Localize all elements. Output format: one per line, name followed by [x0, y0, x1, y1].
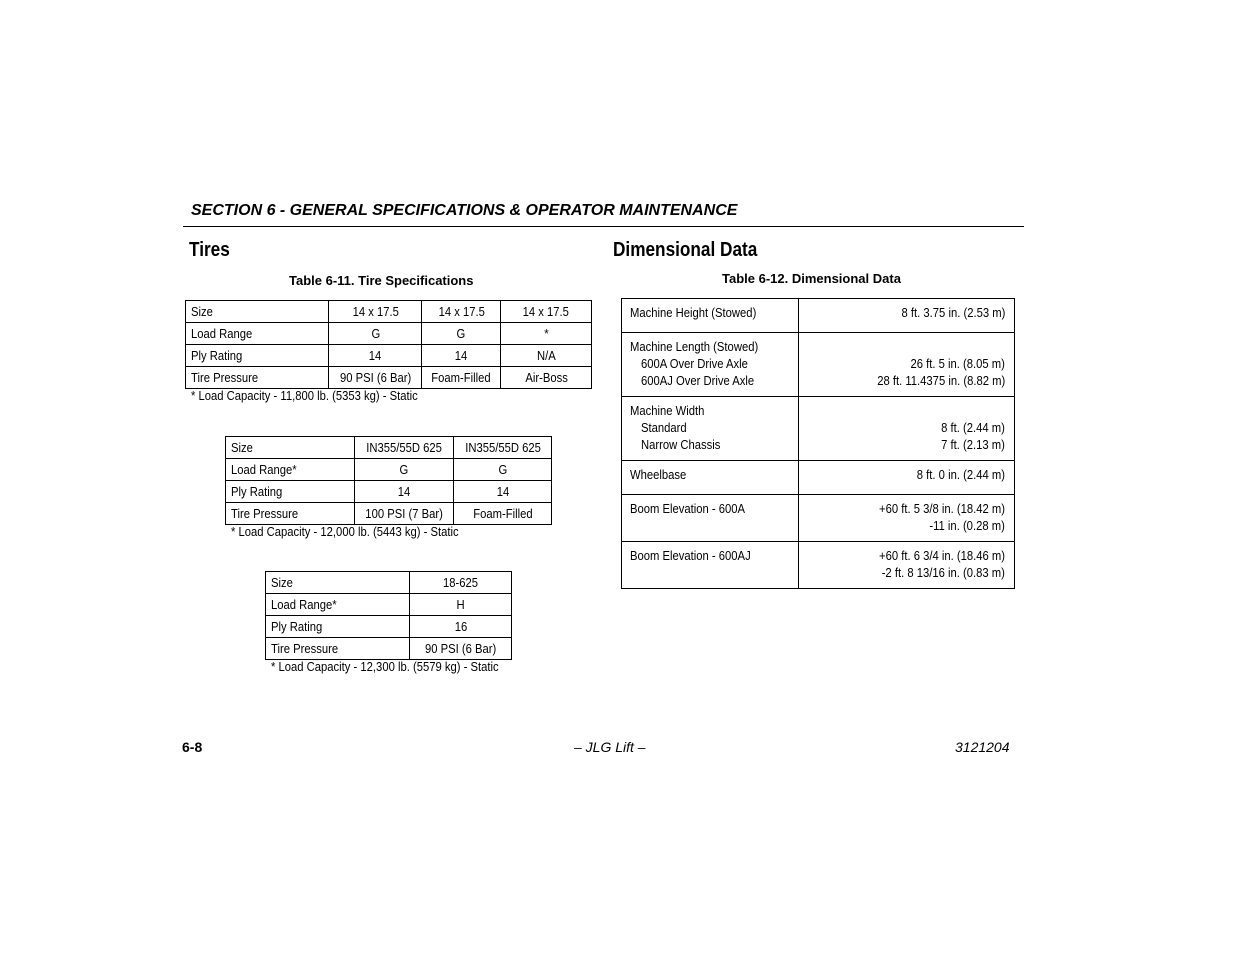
table-cell: H [410, 594, 512, 616]
table-cell: Foam-Filled [454, 503, 552, 525]
table-cell: 18-625 [410, 572, 512, 594]
table-cell-label: Boom Elevation - 600AJ [622, 542, 799, 589]
table-cell: G [329, 323, 422, 345]
table-cell: 14 x 17.5 [329, 301, 422, 323]
tire-spec-table-2 [225, 436, 552, 525]
table-cell: Ply Rating [186, 345, 329, 367]
table-row [226, 437, 552, 459]
table-row [266, 594, 512, 616]
table-cell: * [501, 323, 592, 345]
table-row [226, 481, 552, 503]
table-cell: Foam-Filled [422, 367, 501, 389]
table-row [186, 345, 592, 367]
table-row [266, 638, 512, 660]
table-cell-label: Machine Height (Stowed) [622, 299, 799, 333]
table-cell: Ply Rating [226, 481, 355, 503]
table-row [622, 461, 1015, 495]
table-cell-value: 26 ft. 5 in. (8.05 m) 28 ft. 11.4375 in. (8.82 m) [798, 333, 1014, 397]
table-cell: Size [186, 301, 329, 323]
table-cell: 14 x 17.5 [422, 301, 501, 323]
table-row [226, 503, 552, 525]
table-cell: IN355/55D 625 [355, 437, 454, 459]
table-cell: Size [266, 572, 410, 594]
table-cell-value: 8 ft. 3.75 in. (2.53 m) [798, 299, 1014, 333]
table-row [186, 323, 592, 345]
table-cell: 14 x 17.5 [501, 301, 592, 323]
dimensional-data-table [621, 298, 1015, 589]
table-cell: 14 [422, 345, 501, 367]
table-cell: Load Range* [266, 594, 410, 616]
table-row [622, 397, 1015, 461]
load-capacity-note-2: * Load Capacity - 12,000 lb. (5443 kg) - Static [231, 525, 459, 539]
table-row [226, 459, 552, 481]
table-cell: 90 PSI (6 Bar) [329, 367, 422, 389]
table-cell-value: 8 ft. (2.44 m) 7 ft. (2.13 m) [798, 397, 1014, 461]
table-cell: Ply Rating [266, 616, 410, 638]
table-cell-value: 8 ft. 0 in. (2.44 m) [798, 461, 1014, 495]
table-cell: 16 [410, 616, 512, 638]
table-cell: Tire Pressure [226, 503, 355, 525]
table-cell: N/A [501, 345, 592, 367]
tire-spec-table-1 [185, 300, 592, 389]
document-number: 3121204 [955, 739, 1010, 755]
tire-spec-table-3 [265, 571, 512, 660]
table-row [622, 495, 1015, 542]
table-cell-label: Wheelbase [622, 461, 799, 495]
table-cell: 14 [329, 345, 422, 367]
table-cell-label: Machine Width Standard Narrow Chassis [622, 397, 799, 461]
table-cell-label: Machine Length (Stowed) 600A Over Drive Axle 600AJ Over Drive Axle [622, 333, 799, 397]
table-cell: G [454, 459, 552, 481]
dimensional-data-heading: Dimensional Data [613, 239, 758, 261]
table-row [622, 333, 1015, 397]
header-rule [183, 226, 1024, 227]
table-row [622, 542, 1015, 589]
table-row [266, 616, 512, 638]
table-cell: IN355/55D 625 [454, 437, 552, 459]
table-cell-value: +60 ft. 5 3/8 in. (18.42 m) -11 in. (0.28 m) [798, 495, 1014, 542]
load-capacity-note-3: * Load Capacity - 12,300 lb. (5579 kg) - Static [271, 660, 499, 674]
tire-specs-caption: Table 6-11. Tire Specifications [289, 273, 474, 288]
table-row [186, 301, 592, 323]
table-cell: G [355, 459, 454, 481]
table-row [266, 572, 512, 594]
table-row [622, 299, 1015, 333]
table-cell: Load Range* [226, 459, 355, 481]
footer-center-title: – JLG Lift – [574, 739, 646, 755]
table-cell: Load Range [186, 323, 329, 345]
table-cell-value: +60 ft. 6 3/4 in. (18.46 m) -2 ft. 8 13/16 in. (0.83 m) [798, 542, 1014, 589]
table-cell: 14 [355, 481, 454, 503]
load-capacity-note-1: * Load Capacity - 11,800 lb. (5353 kg) - Static [191, 389, 418, 403]
table-cell-label: Boom Elevation - 600A [622, 495, 799, 542]
table-cell: 90 PSI (6 Bar) [410, 638, 512, 660]
table-cell: G [422, 323, 501, 345]
table-cell: Tire Pressure [266, 638, 410, 660]
table-cell: Tire Pressure [186, 367, 329, 389]
table-row [186, 367, 592, 389]
tires-heading: Tires [189, 239, 230, 261]
table-cell: Size [226, 437, 355, 459]
table-cell: Air-Boss [501, 367, 592, 389]
section-header: SECTION 6 - GENERAL SPECIFICATIONS & OPERATOR MAINTENANCE [191, 202, 738, 219]
page-number: 6-8 [182, 739, 203, 755]
table-cell: 100 PSI (7 Bar) [355, 503, 454, 525]
dimensional-data-caption: Table 6-12. Dimensional Data [722, 271, 901, 286]
table-cell: 14 [454, 481, 552, 503]
